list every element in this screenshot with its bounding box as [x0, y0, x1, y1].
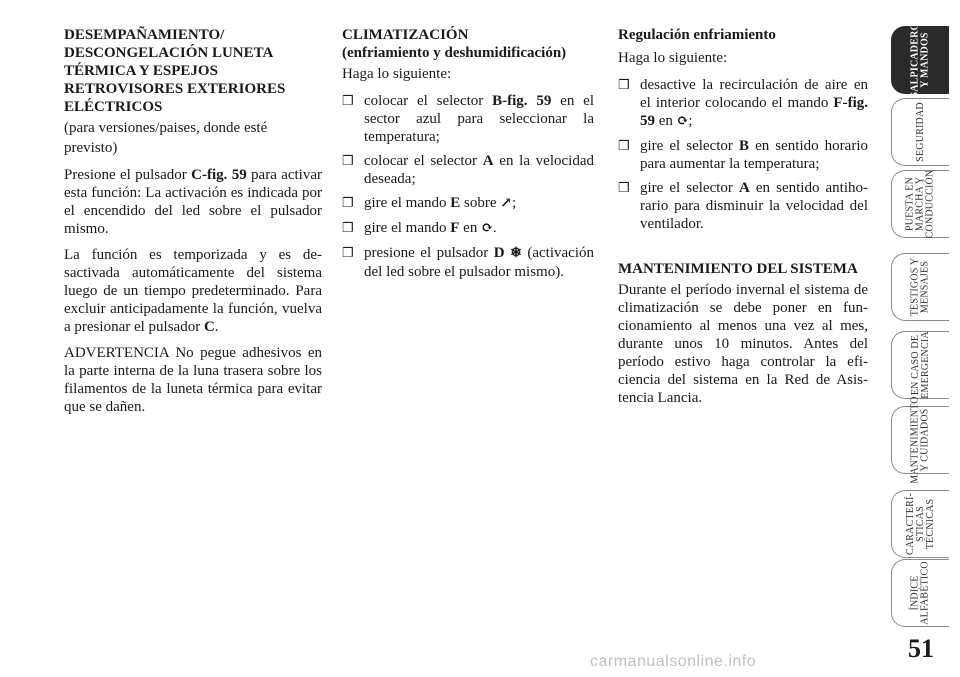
- chapter-tab[interactable]: [891, 170, 949, 238]
- control-symbol-icon: ⟳: [676, 114, 689, 129]
- control-reference: D: [493, 245, 505, 261]
- climatization-intro: Haga lo siguiente:: [342, 66, 452, 82]
- checkbox-bullet-icon: ❒: [618, 180, 630, 195]
- cooling-intro: Haga lo siguiente:: [618, 50, 728, 66]
- checkbox-bullet-icon: ❒: [618, 77, 630, 92]
- list-item: ❒ gire el selector B en sentido horario para aumentar la temperatura;: [618, 138, 868, 172]
- chapter-tab[interactable]: [891, 396, 949, 484]
- defog-paragraph-2: La función es temporizada y es desactivada automáticamente del sistema luego de un tiempo predeterminado. Para excluir anticipadamente la función, vuelva a presionar el pulsador C.: [64, 247, 322, 335]
- chapter-tab[interactable]: [891, 98, 949, 166]
- checkbox-bullet-icon: ❒: [342, 245, 354, 260]
- control-reference: E: [450, 195, 461, 211]
- maintenance-heading: MANTENIMIENTO DEL SISTEMA: [618, 261, 858, 277]
- fig-reference: C-fig. 59: [191, 167, 247, 183]
- climatization-heading: CLIMATIZACIÓN: [342, 27, 469, 43]
- control-reference: A: [482, 153, 494, 169]
- maintenance-paragraph: Durante el período invernal el sistema de climatización se debe poner en funcionamiento al menos una vez al mes, durante unos 10 minutos. Antes del período estivo haga controlar la eficiencia del sistema en la Red de Asistencia Lancia.: [618, 282, 868, 406]
- chapter-tab-label: SALPICADERO Y MANDOS: [909, 22, 931, 98]
- control-reference: A: [738, 180, 750, 196]
- list-item: ❒ gire el mando F en ⟳.: [342, 220, 497, 236]
- chapter-tab[interactable]: [891, 253, 949, 321]
- chapter-tab-label: TESTIGOS Y MENSAJES: [909, 257, 931, 317]
- cooling-steps: [618, 76, 868, 233]
- climatization-subheading: (enfriamiento y deshumidificación): [342, 45, 567, 61]
- control-reference: C: [203, 319, 215, 335]
- list-item: ❒ gire el selector A en sentido antihorario para disminuir la velocidad del ventilador.: [618, 180, 868, 232]
- column-cooling: [618, 26, 868, 415]
- chapter-tab-label: CARACTERÍ- STICAS TÉCNICAS: [904, 493, 936, 555]
- climatization-steps: [342, 92, 594, 281]
- chapter-tab[interactable]: [891, 559, 949, 627]
- control-symbol-icon: ❄: [510, 246, 522, 261]
- control-reference: F: [450, 220, 460, 236]
- cooling-heading: Regulación enfriamiento: [618, 27, 776, 43]
- chapter-tab-label: EN CASO DE EMERGENCIA: [909, 331, 931, 399]
- chapter-tab-label: MANTENIMIENTO Y CUIDADOS: [909, 396, 931, 484]
- chapter-tab[interactable]: [891, 22, 949, 98]
- checkbox-bullet-icon: ❒: [342, 153, 354, 168]
- list-item: ❒ gire el mando E sobre ↗;: [342, 195, 517, 211]
- watermark: carmanualsonline.info: [590, 653, 757, 670]
- control-reference: B-fig. 59: [492, 93, 552, 109]
- control-reference: B: [738, 138, 749, 154]
- defog-warning: ADVERTENCIA No pegue adhesivos en la parte interna de la luna trasera sobre los filamentos de la luneta térmica para evitar que se dañen.: [64, 345, 322, 415]
- list-item: ❒ colocar el selector A en la velocidad deseada;: [342, 153, 594, 187]
- control-reference: F-fig. 59: [640, 95, 868, 129]
- chapter-tab-label: ÍNDICE ALFABÉTICO: [909, 561, 931, 625]
- column-defog: [64, 26, 322, 424]
- control-symbol-icon: ↗: [500, 196, 512, 211]
- chapter-tab-label: SEGURIDAD: [914, 102, 926, 162]
- defog-paragraph-1: Presione el pulsador C-fig. 59 para activar esta función: La activación es indicada por el encendido del led sobre el pulsador mismo.: [64, 167, 322, 237]
- list-item: ❒ colocar el selector B-fig. 59 en el sector azul para seleccionar la temperatura;: [342, 93, 594, 145]
- chapter-tab[interactable]: [891, 490, 949, 558]
- page-number: 51: [908, 634, 934, 663]
- checkbox-bullet-icon: ❒: [618, 138, 630, 153]
- chapter-tab-label: PUESTA EN MARCHA Y CONDUCCIÓN: [904, 169, 936, 239]
- list-item: ❒ desactive la recirculación de aire en el interior colocando el mando F-fig. 59 en ⟳;: [618, 77, 868, 129]
- control-symbol-icon: ⟳: [481, 221, 493, 236]
- list-item: ❒ presione el pulsador D ❄ (activación del led sobre el pulsador mismo).: [342, 245, 594, 280]
- checkbox-bullet-icon: ❒: [342, 195, 354, 210]
- defog-heading: DESEMPAÑAMIENTO/ DESCONGELACIÓN LUNETA TÉRMICA Y ESPEJOS RETROVISORES EXTERIORES ELÉCTRICOS: [64, 27, 286, 115]
- defog-note: (para versiones/paises, donde esté previsto): [64, 120, 268, 156]
- chapter-tab[interactable]: [891, 331, 949, 399]
- column-climatization: [342, 26, 594, 287]
- checkbox-bullet-icon: ❒: [342, 93, 354, 108]
- checkbox-bullet-icon: ❒: [342, 220, 354, 235]
